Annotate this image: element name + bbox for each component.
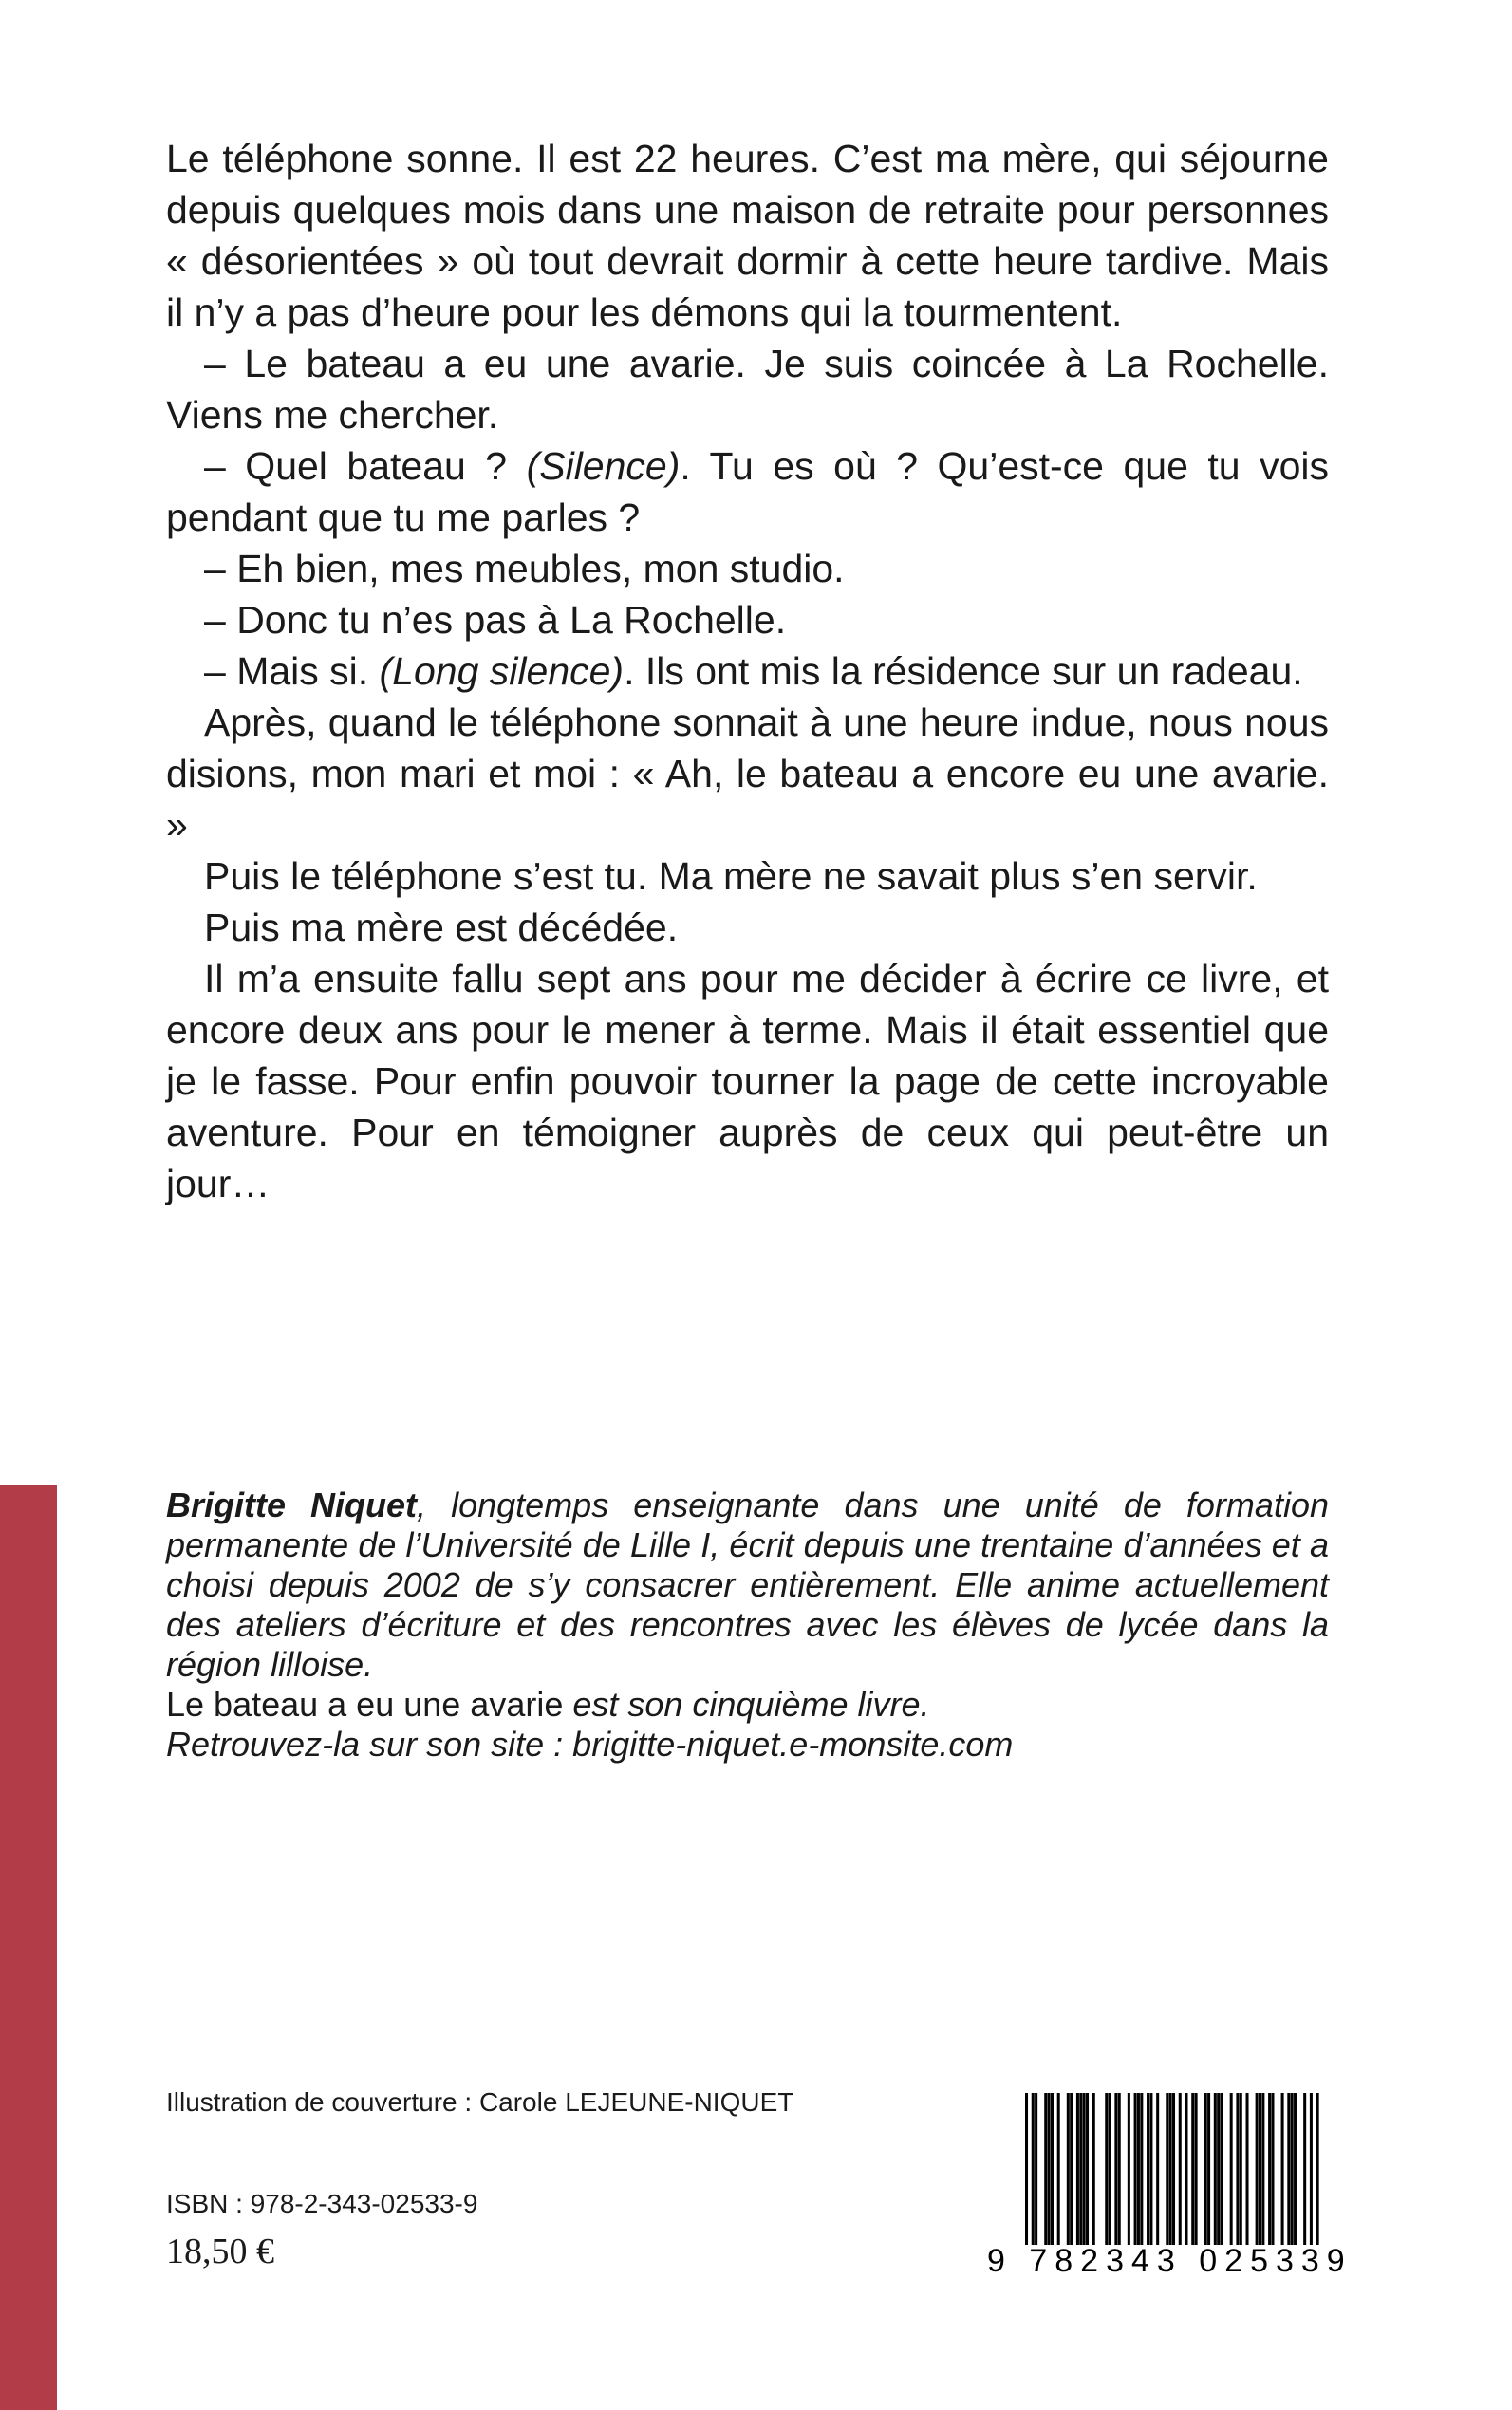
barcode-bar bbox=[1025, 2093, 1028, 2245]
barcode-bar bbox=[1147, 2093, 1149, 2245]
barcode-bar bbox=[1310, 2093, 1313, 2245]
barcode-bar bbox=[1149, 2093, 1152, 2245]
barcode-bar bbox=[1057, 2093, 1060, 2245]
barcode-bar bbox=[1268, 2093, 1271, 2245]
dialogue-line: – Donc tu n’es pas à La Rochelle. bbox=[204, 598, 787, 642]
dialogue-line: – Quel bateau ? (Silence). Tu es où ? Qu’est-ce que tu vois pendant que tu me parles ? bbox=[166, 444, 1329, 539]
barcode-bar bbox=[1156, 2093, 1159, 2245]
barcode-bar bbox=[1092, 2093, 1095, 2245]
barcode-bar bbox=[1291, 2093, 1294, 2245]
book-title: Le bateau a eu une avarie bbox=[166, 1685, 564, 1724]
barcode-bar bbox=[1281, 2093, 1284, 2245]
back-cover-excerpt bbox=[166, 133, 1329, 1209]
barcode-bar bbox=[1230, 2093, 1233, 2245]
barcode-bar bbox=[1114, 2093, 1117, 2245]
barcode-bar bbox=[1179, 2093, 1182, 2245]
barcode-bar bbox=[1287, 2093, 1290, 2245]
barcode-bar bbox=[1221, 2093, 1223, 2245]
barcode-bar bbox=[1169, 2093, 1172, 2245]
isbn-barcode bbox=[987, 2093, 1353, 2283]
barcode-bar bbox=[1271, 2093, 1274, 2245]
author-bio bbox=[166, 1485, 1329, 1765]
barcode-bar bbox=[1032, 2093, 1035, 2245]
barcode-bar bbox=[1259, 2093, 1261, 2245]
barcode-bar bbox=[1316, 2093, 1319, 2245]
barcode-bar bbox=[1207, 2093, 1210, 2245]
barcode-bar bbox=[1070, 2093, 1073, 2245]
barcode-bar bbox=[1035, 2093, 1037, 2245]
barcode-bar bbox=[1051, 2093, 1054, 2245]
excerpt-paragraph: Après, quand le téléphone sonnait à une heure indue, nous nous disions, mon mari et moi : « Ah, le bateau a encore eu une avarie. » bbox=[166, 701, 1329, 847]
barcode-bar bbox=[1195, 2093, 1198, 2245]
barcode-bar bbox=[1048, 2093, 1051, 2245]
barcode-bar bbox=[1217, 2093, 1220, 2245]
barcode-bar bbox=[1204, 2093, 1207, 2245]
dialogue-line: – Eh bien, mes meubles, mon studio. bbox=[204, 547, 845, 590]
author-name: Brigitte Niquet bbox=[166, 1485, 418, 1524]
barcode-bar bbox=[1191, 2093, 1194, 2245]
barcode-bar bbox=[1240, 2093, 1242, 2245]
barcode-bar bbox=[1128, 2093, 1130, 2245]
barcode-bar bbox=[1137, 2093, 1140, 2245]
excerpt-paragraph: Puis le téléphone s’est tu. Ma mère ne savait plus s’en servir. bbox=[204, 854, 1258, 898]
barcode-bar bbox=[1294, 2093, 1297, 2245]
price: 18,50 € bbox=[166, 2232, 274, 2271]
barcode-bar bbox=[1044, 2093, 1047, 2245]
barcode-bar bbox=[1246, 2093, 1249, 2245]
barcode-digits: 9 782343 025339 bbox=[987, 2243, 1353, 2279]
barcode-bar bbox=[1118, 2093, 1121, 2245]
website-line: Retrouvez-la sur son site : brigitte-niquet.e-monsite.com bbox=[166, 1725, 1014, 1764]
barcode-bar bbox=[1067, 2093, 1070, 2245]
dialogue-line: – Le bateau a eu une avarie. Je suis coincée à La Rochelle. Viens me chercher. bbox=[166, 342, 1329, 437]
barcode-bar bbox=[1236, 2093, 1239, 2245]
excerpt-paragraph: Il m’a ensuite fallu sept ans pour me décider à écrire ce livre, et encore deux ans pour le mener à terme. Mais il était essentiel que je le fasse. Pour enfin pouvoir tourner la page de cette incroyable aventure. Pour en témoigner auprès de ceux qui peut-être un jour… bbox=[166, 957, 1329, 1205]
book-mention: Le bateau a eu une avarie est son cinquième livre. bbox=[166, 1685, 930, 1724]
isbn: ISBN : 978-2-343-02533-9 bbox=[166, 2189, 478, 2218]
illustration-credit: Illustration de couverture : Carole LEJEUNE-NIQUET bbox=[166, 2087, 794, 2117]
excerpt-paragraph: Puis ma mère est décédée. bbox=[204, 906, 679, 949]
bio-paragraph: Brigitte Niquet, longtemps enseignante dans une unité de formation permanente de l’Université de Lille I, écrit depuis une trentaine d’années et a choisi depuis 2002 de s’y consacrer entièrement. Elle anime actuellement des ateliers d’écriture et des rencontres avec les élèves de lycée dans la région lilloise. bbox=[166, 1485, 1329, 1684]
barcode-bar bbox=[1303, 2093, 1306, 2245]
barcode-bar bbox=[1109, 2093, 1111, 2245]
barcode-bar bbox=[1083, 2093, 1086, 2245]
barcode-bar bbox=[1134, 2093, 1137, 2245]
barcode-bar bbox=[1172, 2093, 1175, 2245]
barcode-bars bbox=[987, 2093, 1329, 2245]
barcode-bar bbox=[1261, 2093, 1264, 2245]
barcode-bar bbox=[1086, 2093, 1089, 2245]
accent-bar bbox=[0, 1485, 57, 2410]
barcode-bar bbox=[1079, 2093, 1082, 2245]
barcode-bar bbox=[1076, 2093, 1079, 2245]
barcode-bar bbox=[1185, 2093, 1187, 2245]
dialogue-line: – Mais si. (Long silence). Ils ont mis la résidence sur un radeau. bbox=[204, 649, 1303, 693]
barcode-bar bbox=[1140, 2093, 1143, 2245]
barcode-bar bbox=[1256, 2093, 1259, 2245]
barcode-bar bbox=[1166, 2093, 1168, 2245]
barcode-bar bbox=[1214, 2093, 1217, 2245]
excerpt-paragraph: Le téléphone sonne. Il est 22 heures. C’est ma mère, qui séjourne depuis quelques mois dans une maison de retraite pour personnes « désorientées » où tout devrait dormir à cette heure tardive. Mais il n’y a pas d’heure pour les démons qui la tourmentent. bbox=[166, 137, 1329, 334]
barcode-bar bbox=[1105, 2093, 1108, 2245]
